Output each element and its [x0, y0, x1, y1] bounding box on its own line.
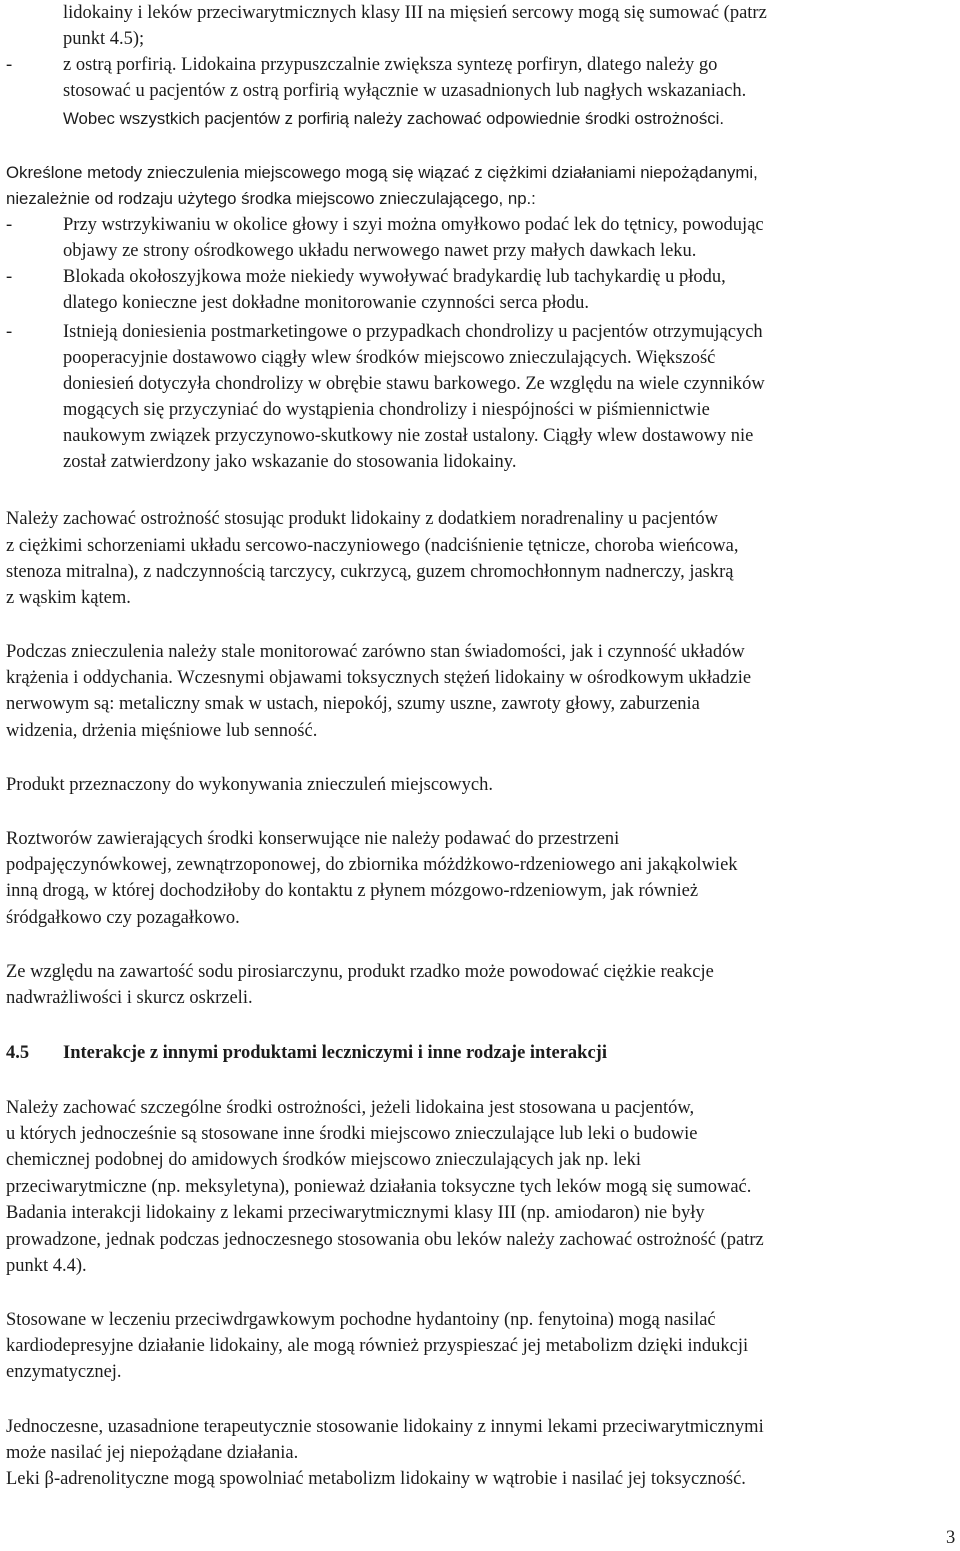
text-line: Określone metody znieczulenia miejscowego mogą się wiązać z ciężkimi działaniami niepożądanymi, [6, 163, 758, 182]
page-number: 3 [946, 1528, 956, 1548]
text-line: kardiodepresyjne działanie lidokainy, ale mogą również przyspieszać jej metabolizm dzięki indukcji [6, 1336, 749, 1356]
text-line: Blokada okołoszyjkowa może niekiedy wywoływać bradykardię lub tachykardię u płodu, [63, 267, 726, 287]
text-line: Produkt przeznaczony do wykonywania znieczuleń miejscowych. [6, 775, 493, 795]
text-line: Stosowane w leczeniu przeciwdrgawkowym pochodne hydantoiny (np. fenytoina) mogą nasilać [6, 1310, 716, 1330]
text-line: został zatwierdzony jako wskazanie do stosowania lidokainy. [63, 452, 517, 472]
text-line: Należy zachować ostrożność stosując produkt lidokainy z dodatkiem noradrenaliny u pacjentów [6, 509, 719, 529]
text-line: punkt 4.4). [6, 1256, 87, 1276]
list-dash: - [6, 215, 13, 235]
text-line: Podczas znieczulenia należy stale monitorować zarówno stan świadomości, jak i czynność układów [6, 642, 745, 662]
text-line: nadwrażliwości i skurcz oskrzeli. [6, 988, 253, 1008]
list-dash: - [6, 55, 13, 75]
text-line: Roztworów zawierających środki konserwujące nie należy podawać do przestrzeni [6, 829, 620, 849]
section-number: 4.5 [6, 1043, 30, 1063]
text-line: z wąskim kątem. [6, 588, 131, 608]
text-line: Wobec wszystkich pacjentów z porfirią należy zachować odpowiednie środki ostrożności. [63, 109, 724, 128]
text-line: punkt 4.5); [63, 29, 145, 49]
text-line: Ze względu na zawartość sodu pirosiarczynu, produkt rzadko może powodować ciężkie reakcje [6, 962, 714, 982]
text-line: inną drogą, w której dochodziłoby do kontaktu z płynem mózgowo-rdzeniowym, jak również [6, 881, 699, 901]
text-line: śródgałkowo czy pozagałkowo. [6, 908, 240, 928]
text-line: naukowym związek przyczynowo-skutkowy nie został ustalony. Ciągły wlew dostawowy nie [63, 426, 754, 446]
text-line: nerwowym są: metaliczny smak w ustach, niepokój, szumy uszne, zawroty głowy, zaburzenia [6, 694, 700, 714]
text-line: objawy ze strony ośrodkowego układu nerwowego nawet przy małych dawkach leku. [63, 241, 697, 261]
text-line: Przy wstrzykiwaniu w okolice głowy i szyi można omyłkowo podać lek do tętnicy, powodując [63, 215, 764, 235]
text-line: Badania interakcji lidokainy z lekami przeciwarytmicznymi klasy III (np. amiodaron) nie były [6, 1203, 705, 1223]
text-line: enzymatycznej. [6, 1362, 122, 1382]
text-line: niezależnie od rodzaju użytego środka miejscowo znieczulającego, np.: [6, 189, 536, 208]
text-line: u których jednocześnie są stosowane inne środki miejscowo znieczulające lub leki o budowie [6, 1124, 698, 1144]
text-line: przeciwarytmiczne (np. meksyletyna), ponieważ działania toksyczne tych leków mogą się sumować. [6, 1177, 752, 1197]
text-line: widzenia, drżenia mięśniowe lub senność. [6, 721, 318, 741]
text-line: pooperacyjnie dostawowo ciągły wlew środków miejscowo znieczulających. Większość [63, 348, 716, 368]
text-line: krążenia i oddychania. Wczesnymi objawami toksycznych stężeń lidokainy w ośrodkowym układzie [6, 668, 752, 688]
text-line: stenoza mitralna), z nadczynnością tarczycy, cukrzycą, guzem chromochłonnym nadnerczy, jaskrą [6, 562, 734, 582]
list-dash: - [6, 267, 13, 287]
text-line: lidokainy i leków przeciwarytmicznych klasy III na mięsień sercowy mogą się sumować (patrz [63, 3, 767, 23]
section-title: Interakcje z innymi produktami leczniczymi i inne rodzaje interakcji [63, 1043, 607, 1063]
text-line: Istnieją doniesienia postmarketingowe o przypadkach chondrolizy u pacjentów otrzymujących [63, 322, 763, 342]
text-line: prowadzone, jednak podczas jednoczesnego stosowania obu leków należy zachować ostrożność (patrz [6, 1230, 764, 1250]
text-line: z ciężkimi schorzeniami układu sercowo-naczyniowego (nadciśnienie tętnicze, choroba wieńcowa, [6, 536, 739, 556]
text-line: chemicznej podobnej do amidowych środków miejscowo znieczulających jak np. leki [6, 1150, 641, 1170]
text-line: z ostrą porfirią. Lidokaina przypuszczalnie zwiększa syntezę porfiryn, dlatego należy go [63, 55, 718, 75]
text-line: stosować u pacjentów z ostrą porfirią wyłącznie w uzasadnionych lub nagłych wskazaniach. [63, 81, 747, 101]
text-line: Jednoczesne, uzasadnione terapeutycznie stosowanie lidokainy z innymi lekami przeciwarytmicznymi [6, 1417, 764, 1437]
text-line: podpajęczynówkowej, zewnątrzoponowej, do zbiornika móżdżkowo-rdzeniowego ani jakąkolwiek [6, 855, 738, 875]
text-line: mogących się przyczyniać do wystąpienia chondrolizy i niespójności w piśmiennictwie [63, 400, 710, 420]
text-line: Należy zachować szczególne środki ostrożności, jeżeli lidokaina jest stosowana u pacjentów, [6, 1098, 695, 1118]
text-line: może nasilać jej niepożądane działania. [6, 1443, 299, 1463]
text-line: Leki β-adrenolityczne mogą spowolniać metabolizm lidokainy w wątrobie i nasilać jej toksyczność. [6, 1469, 746, 1489]
text-line: doniesień dotyczyła chondrolizy w obrębie stawu barkowego. Ze względu na wiele czynników [63, 374, 765, 394]
list-dash: - [6, 322, 13, 342]
text-line: dlatego konieczne jest dokładne monitorowanie czynności serca płodu. [63, 293, 590, 313]
